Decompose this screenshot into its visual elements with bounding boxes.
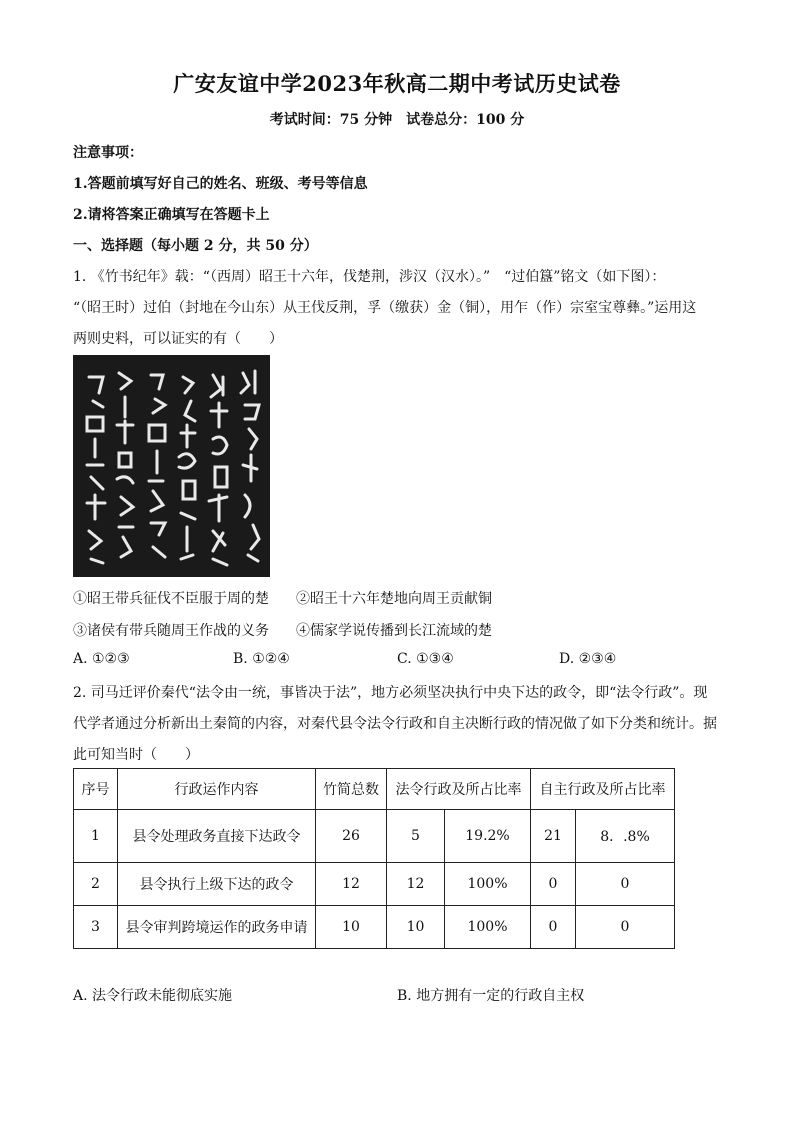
table-row (74, 906, 675, 949)
table-cell: 0 (576, 863, 675, 906)
table-cell: 3 (74, 906, 118, 949)
table-cell: 100% (445, 863, 531, 906)
table-row (74, 863, 675, 906)
table-cell: 12 (316, 863, 387, 906)
statement-4: ④儒家学说传播到长江流域的楚 (296, 623, 492, 639)
notes-heading: 注意事项： (73, 145, 143, 161)
table-cell: 12 (387, 863, 445, 906)
inscription-rubbing-icon (73, 355, 270, 577)
q1-option-d[interactable]: D. ②③④ (559, 651, 617, 667)
section-heading: 一、选择题（每小题 2 分，共 50 分） (73, 238, 318, 254)
table-header-cell: 自主行政及所占比率 (531, 769, 675, 810)
table-cell: 5 (387, 810, 445, 863)
table-cell: 县令审判跨境运作的政务申请 (118, 906, 316, 949)
table-cell: 8．.8% (576, 810, 675, 863)
exam-title: 广安友谊中学2023年秋高二期中考试历史试卷 (173, 71, 621, 96)
table-cell: 县令处理政务直接下达政令 (118, 810, 316, 863)
table-cell: 1 (74, 810, 118, 863)
question-2-line-2: 代学者通过分析新出土秦简的内容，对秦代县令法令行政和自主决断行政的情况做了如下分类和统计。据 (73, 716, 717, 732)
table-header-cell: 竹简总数 (316, 769, 387, 810)
exam-subtitle: 考试时间：75 分钟 试卷总分：100 分 (269, 112, 525, 128)
question-2-line-3: 此可知当时（ ） (73, 747, 199, 763)
table-row (74, 810, 675, 863)
question-2-line-1: 2. 司马迁评价秦代“法令由一统，事皆决于法”，地方必须坚决执行中央下达的政令，即“法令行政”。现 (73, 685, 708, 701)
statement-1: ①昭王带兵征伐不臣服于周的楚 (73, 591, 269, 607)
table-cell: 19.2% (445, 810, 531, 863)
q1-option-b[interactable]: B. ①②④ (233, 651, 290, 667)
table-cell: 10 (316, 906, 387, 949)
table-cell: 0 (531, 863, 576, 906)
table-cell: 26 (316, 810, 387, 863)
table-cell: 县令执行上级下达的政令 (118, 863, 316, 906)
table-cell: 21 (531, 810, 576, 863)
question-1-line-3: 两则史料，可以证实的有（ ） (73, 331, 283, 347)
q2-option-b[interactable]: B. 地方拥有一定的行政自主权 (397, 988, 585, 1004)
table-header-row (74, 769, 675, 810)
table-cell: 100% (445, 906, 531, 949)
note-item-1: 1.答题前填写好自己的姓名、班级、考号等信息 (73, 176, 368, 192)
table-header-cell: 行政运作内容 (118, 769, 316, 810)
question-1-line-1: 1. 《竹书纪年》载：“（西周）昭王十六年，伐楚荆，涉汉（汉水）。” “过伯簋”铭文（如下图）： (73, 269, 666, 285)
statement-2: ②昭王十六年楚地向周王贡献铜 (296, 591, 492, 607)
table-cell: 2 (74, 863, 118, 906)
note-item-2: 2.请将答案正确填写在答题卡上 (73, 207, 270, 223)
table-header-cell: 序号 (74, 769, 118, 810)
q1-option-a[interactable]: A. ①②③ (73, 651, 130, 667)
table-cell: 0 (531, 906, 576, 949)
table-cell: 10 (387, 906, 445, 949)
statistics-table (73, 768, 675, 949)
statement-3: ③诸侯有带兵随周王作战的义务 (73, 623, 269, 639)
q1-option-c[interactable]: C. ①③④ (397, 651, 454, 667)
table-cell: 0 (576, 906, 675, 949)
bronze-inscription-image (73, 355, 270, 577)
question-1-line-2: “（昭王时）过伯（封地在今山东）从王伐反荆，孚（缴获）金（铜），用乍（作）宗室宝尊彝。”运用这 (73, 300, 697, 316)
q2-option-a[interactable]: A. 法令行政未能彻底实施 (73, 988, 233, 1004)
table-header-cell: 法令行政及所占比率 (387, 769, 531, 810)
